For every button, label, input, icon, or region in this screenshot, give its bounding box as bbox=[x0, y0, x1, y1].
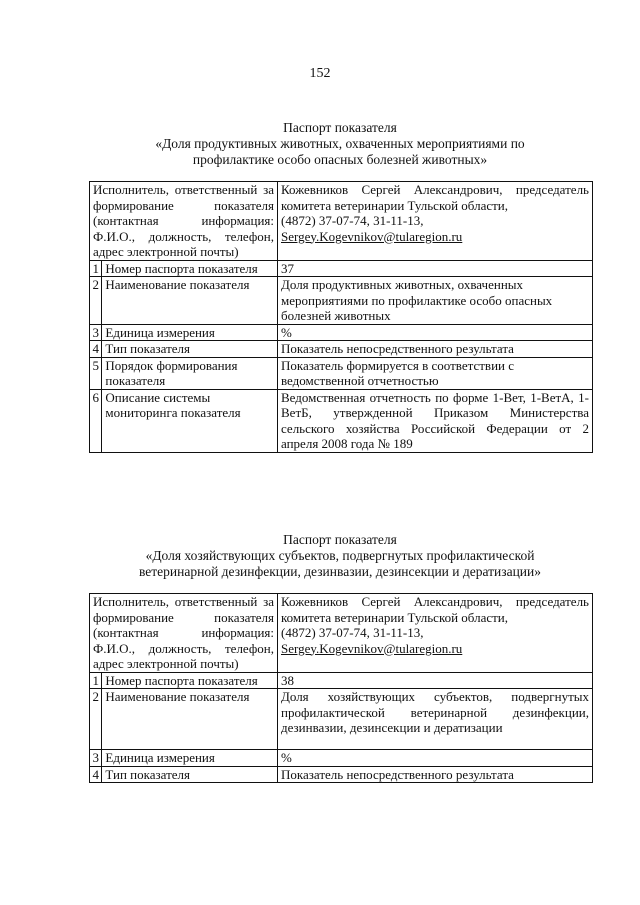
executor-phone: (4872) 37-07-74, 31-11-13, bbox=[281, 625, 424, 640]
passport-2-table bbox=[89, 593, 593, 783]
table-row bbox=[90, 750, 593, 767]
row-value: Показатель непосредственного результата bbox=[278, 341, 593, 358]
executor-email-link[interactable]: Sergey.Kogevnikov@tularegion.ru bbox=[281, 640, 463, 656]
passport-1-title-line2: «Доля продуктивных животных, охваченных мероприятиями по bbox=[155, 136, 525, 151]
row-value: 38 bbox=[278, 672, 593, 689]
row-value: % bbox=[278, 324, 593, 341]
passport-2-title bbox=[60, 532, 620, 580]
row-number: 1 bbox=[90, 260, 102, 277]
passport-2-title-line2: «Доля хозяйствующих субъектов, подвергнутых профилактической bbox=[145, 548, 535, 563]
row-value: 37 bbox=[278, 260, 593, 277]
row-value: % bbox=[278, 750, 593, 767]
executor-label: Исполнитель, ответственный за формирование показателя (контактная информация: Ф.И.О., должность, телефон, адрес электронной почты) bbox=[90, 182, 278, 261]
row-label: Наименование показателя bbox=[102, 689, 278, 750]
table-row bbox=[90, 260, 593, 277]
row-number: 4 bbox=[90, 766, 102, 783]
passport-2-title-line1: Паспорт показателя bbox=[283, 532, 397, 547]
table-row bbox=[90, 182, 593, 261]
row-value: Доля хозяйствующих субъектов, подвергнутых профилактической ветеринарной дезинфекции, дезинвазии, дезинсекции и дератизации bbox=[278, 689, 593, 750]
row-number: 3 bbox=[90, 750, 102, 767]
row-label: Номер паспорта показателя bbox=[102, 260, 278, 277]
row-label: Тип показателя bbox=[102, 341, 278, 358]
table-row bbox=[90, 389, 593, 452]
passport-1-title-line1: Паспорт показателя bbox=[283, 120, 397, 135]
row-number: 2 bbox=[90, 689, 102, 750]
executor-label: Исполнитель, ответственный за формирование показателя (контактная информация: Ф.И.О., должность, телефон, адрес электронной почты) bbox=[90, 594, 278, 673]
row-number: 2 bbox=[90, 277, 102, 325]
executor-email-link[interactable]: Sergey.Kogevnikov@tularegion.ru bbox=[281, 228, 463, 244]
executor-value: Кожевников Сергей Александрович, председатель комитета ветеринарии Тульской области, bbox=[281, 182, 589, 213]
row-label: Тип показателя bbox=[102, 766, 278, 783]
page-number: 152 bbox=[309, 66, 331, 81]
table-row bbox=[90, 357, 593, 389]
row-number: 1 bbox=[90, 672, 102, 689]
executor-value: Кожевников Сергей Александрович, председатель комитета ветеринарии Тульской области, bbox=[281, 594, 589, 625]
row-number: 3 bbox=[90, 324, 102, 341]
row-number: 5 bbox=[90, 357, 102, 389]
row-label: Единица измерения bbox=[102, 324, 278, 341]
table-row bbox=[90, 689, 593, 750]
passport-1-title bbox=[60, 120, 620, 168]
passport-2-title-line3: ветеринарной дезинфекции, дезинвазии, дезинсекции и дератизации» bbox=[138, 564, 542, 579]
table-row bbox=[90, 277, 593, 325]
row-label: Описание системы мониторинга показателя bbox=[102, 389, 278, 452]
table-row bbox=[90, 324, 593, 341]
executor-value-cell bbox=[278, 182, 593, 261]
row-value: Ведомственная отчетность по форме 1-Вет, 1-ВетА, 1-ВетБ, утвержденной Приказом Министерства сельского хозяйства Российской Федерации от 2 апреля 2008 года № 189 bbox=[278, 389, 593, 452]
row-value: Доля продуктивных животных, охваченных мероприятиями по профилактике особо опасных болезней животных bbox=[278, 277, 593, 325]
row-number: 4 bbox=[90, 341, 102, 358]
row-label: Номер паспорта показателя bbox=[102, 672, 278, 689]
table-row bbox=[90, 594, 593, 673]
passport-1-title-line3: профилактике особо опасных болезней животных» bbox=[192, 152, 488, 167]
row-label: Наименование показателя bbox=[102, 277, 278, 325]
row-value: Показатель формируется в соответствии с ведомственной отчетностью bbox=[278, 357, 593, 389]
row-label: Единица измерения bbox=[102, 750, 278, 767]
row-value: Показатель непосредственного результата bbox=[278, 766, 593, 783]
table-row bbox=[90, 341, 593, 358]
passport-1-table bbox=[89, 181, 593, 453]
table-row bbox=[90, 672, 593, 689]
table-row bbox=[90, 766, 593, 783]
executor-value-cell bbox=[278, 594, 593, 673]
row-number: 6 bbox=[90, 389, 102, 452]
executor-phone: (4872) 37-07-74, 31-11-13, bbox=[281, 213, 424, 228]
row-label: Порядок формирования показателя bbox=[102, 357, 278, 389]
